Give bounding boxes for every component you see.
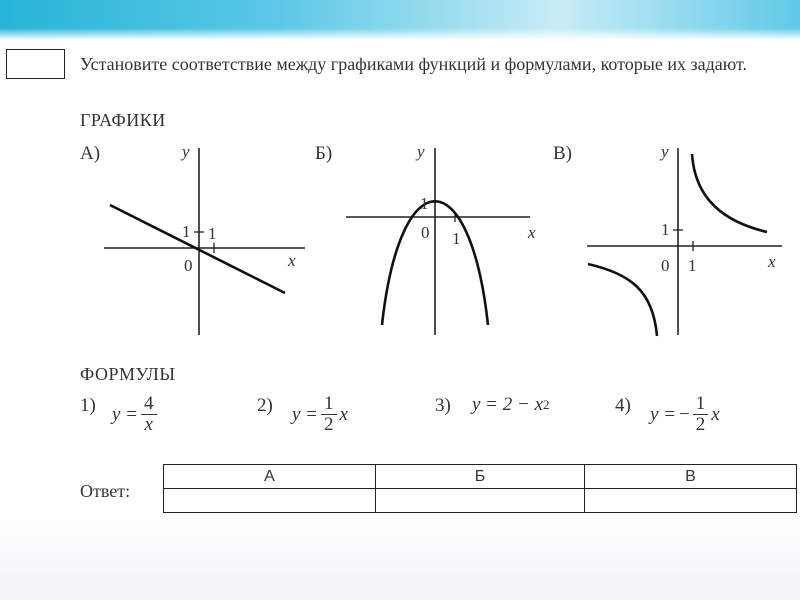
task-number-box [6,49,65,79]
graph-a-x-label: x [288,251,296,270]
formula-2-lhs: y = [292,403,319,425]
formula-2-number: 2) [257,395,273,416]
formula-3-power: 2 [543,397,550,412]
graph-a-x-one: 1 [208,224,217,243]
answer-header-row [164,465,797,489]
formula-2-suffix: x [339,403,348,425]
formula-4-sign: − [679,403,690,425]
graph-a-y-label: y [182,142,190,161]
graph-a-line [110,205,285,293]
graph-c-origin: 0 [661,256,670,275]
formula-1-denominator: x [144,414,153,435]
graph-c-label: В) [553,143,572,164]
graph-c-x-label: x [768,252,776,271]
formula-2 [292,394,348,435]
graphs-section-title: ГРАФИКИ [80,110,166,130]
formula-2-denominator: 2 [324,414,334,435]
answer-header-a: А [164,465,376,489]
answer-table [163,464,797,513]
answer-header-c: В [584,465,796,489]
formula-2-numerator: 1 [321,394,337,415]
formula-1-numerator: 4 [141,394,157,415]
formula-2-fraction [321,394,337,435]
answer-header-b: Б [376,465,585,489]
graph-b-y-one: 1 [420,194,429,213]
formula-4 [650,394,720,435]
formula-1-lhs: y = [112,403,139,425]
graph-b-label: Б) [315,143,333,164]
formula-4-suffix: x [711,403,720,425]
graph-c-hyperbola-left [588,264,657,336]
graph-c-x-one: 1 [688,256,697,275]
formula-1 [112,394,160,435]
formula-4-lhs: y = [650,403,677,425]
graph-c-y-one: 1 [661,220,670,239]
graph-b-x-label: x [528,223,536,242]
graph-a-label: А) [80,143,101,164]
formula-4-numerator: 1 [693,394,709,415]
formula-3-number: 3) [435,395,451,416]
graph-b-origin: 0 [421,223,430,242]
graph-b-x-one: 1 [452,229,461,248]
answer-cell-c[interactable] [584,489,796,513]
answer-cell-a[interactable] [164,489,376,513]
formula-4-fraction [693,394,709,435]
formula-3 [472,394,550,416]
graph-a [100,140,310,340]
graph-b-y-label: y [417,142,425,161]
answer-input-row [164,489,797,513]
formula-4-denominator: 2 [695,414,706,435]
graph-b [340,140,550,340]
slide-header-band [0,0,800,40]
graph-c-y-label: y [661,142,669,161]
formula-1-number: 1) [80,395,96,416]
answer-label: Ответ: [80,481,131,501]
answer-cell-b[interactable] [376,489,585,513]
graph-a-y-one: 1 [182,222,191,241]
graph-c-hyperbola-right [692,154,767,232]
graph-a-origin: 0 [184,256,193,275]
formula-3-expression: y = 2 − x [472,394,544,415]
formulas-section-title: ФОРМУЛЫ [80,364,176,384]
formula-4-number: 4) [615,395,631,416]
task-text: Установите соответствие между графиками функций и формулами, которые их задают. [80,54,747,74]
formula-1-fraction [141,394,157,435]
graph-c [585,140,795,340]
